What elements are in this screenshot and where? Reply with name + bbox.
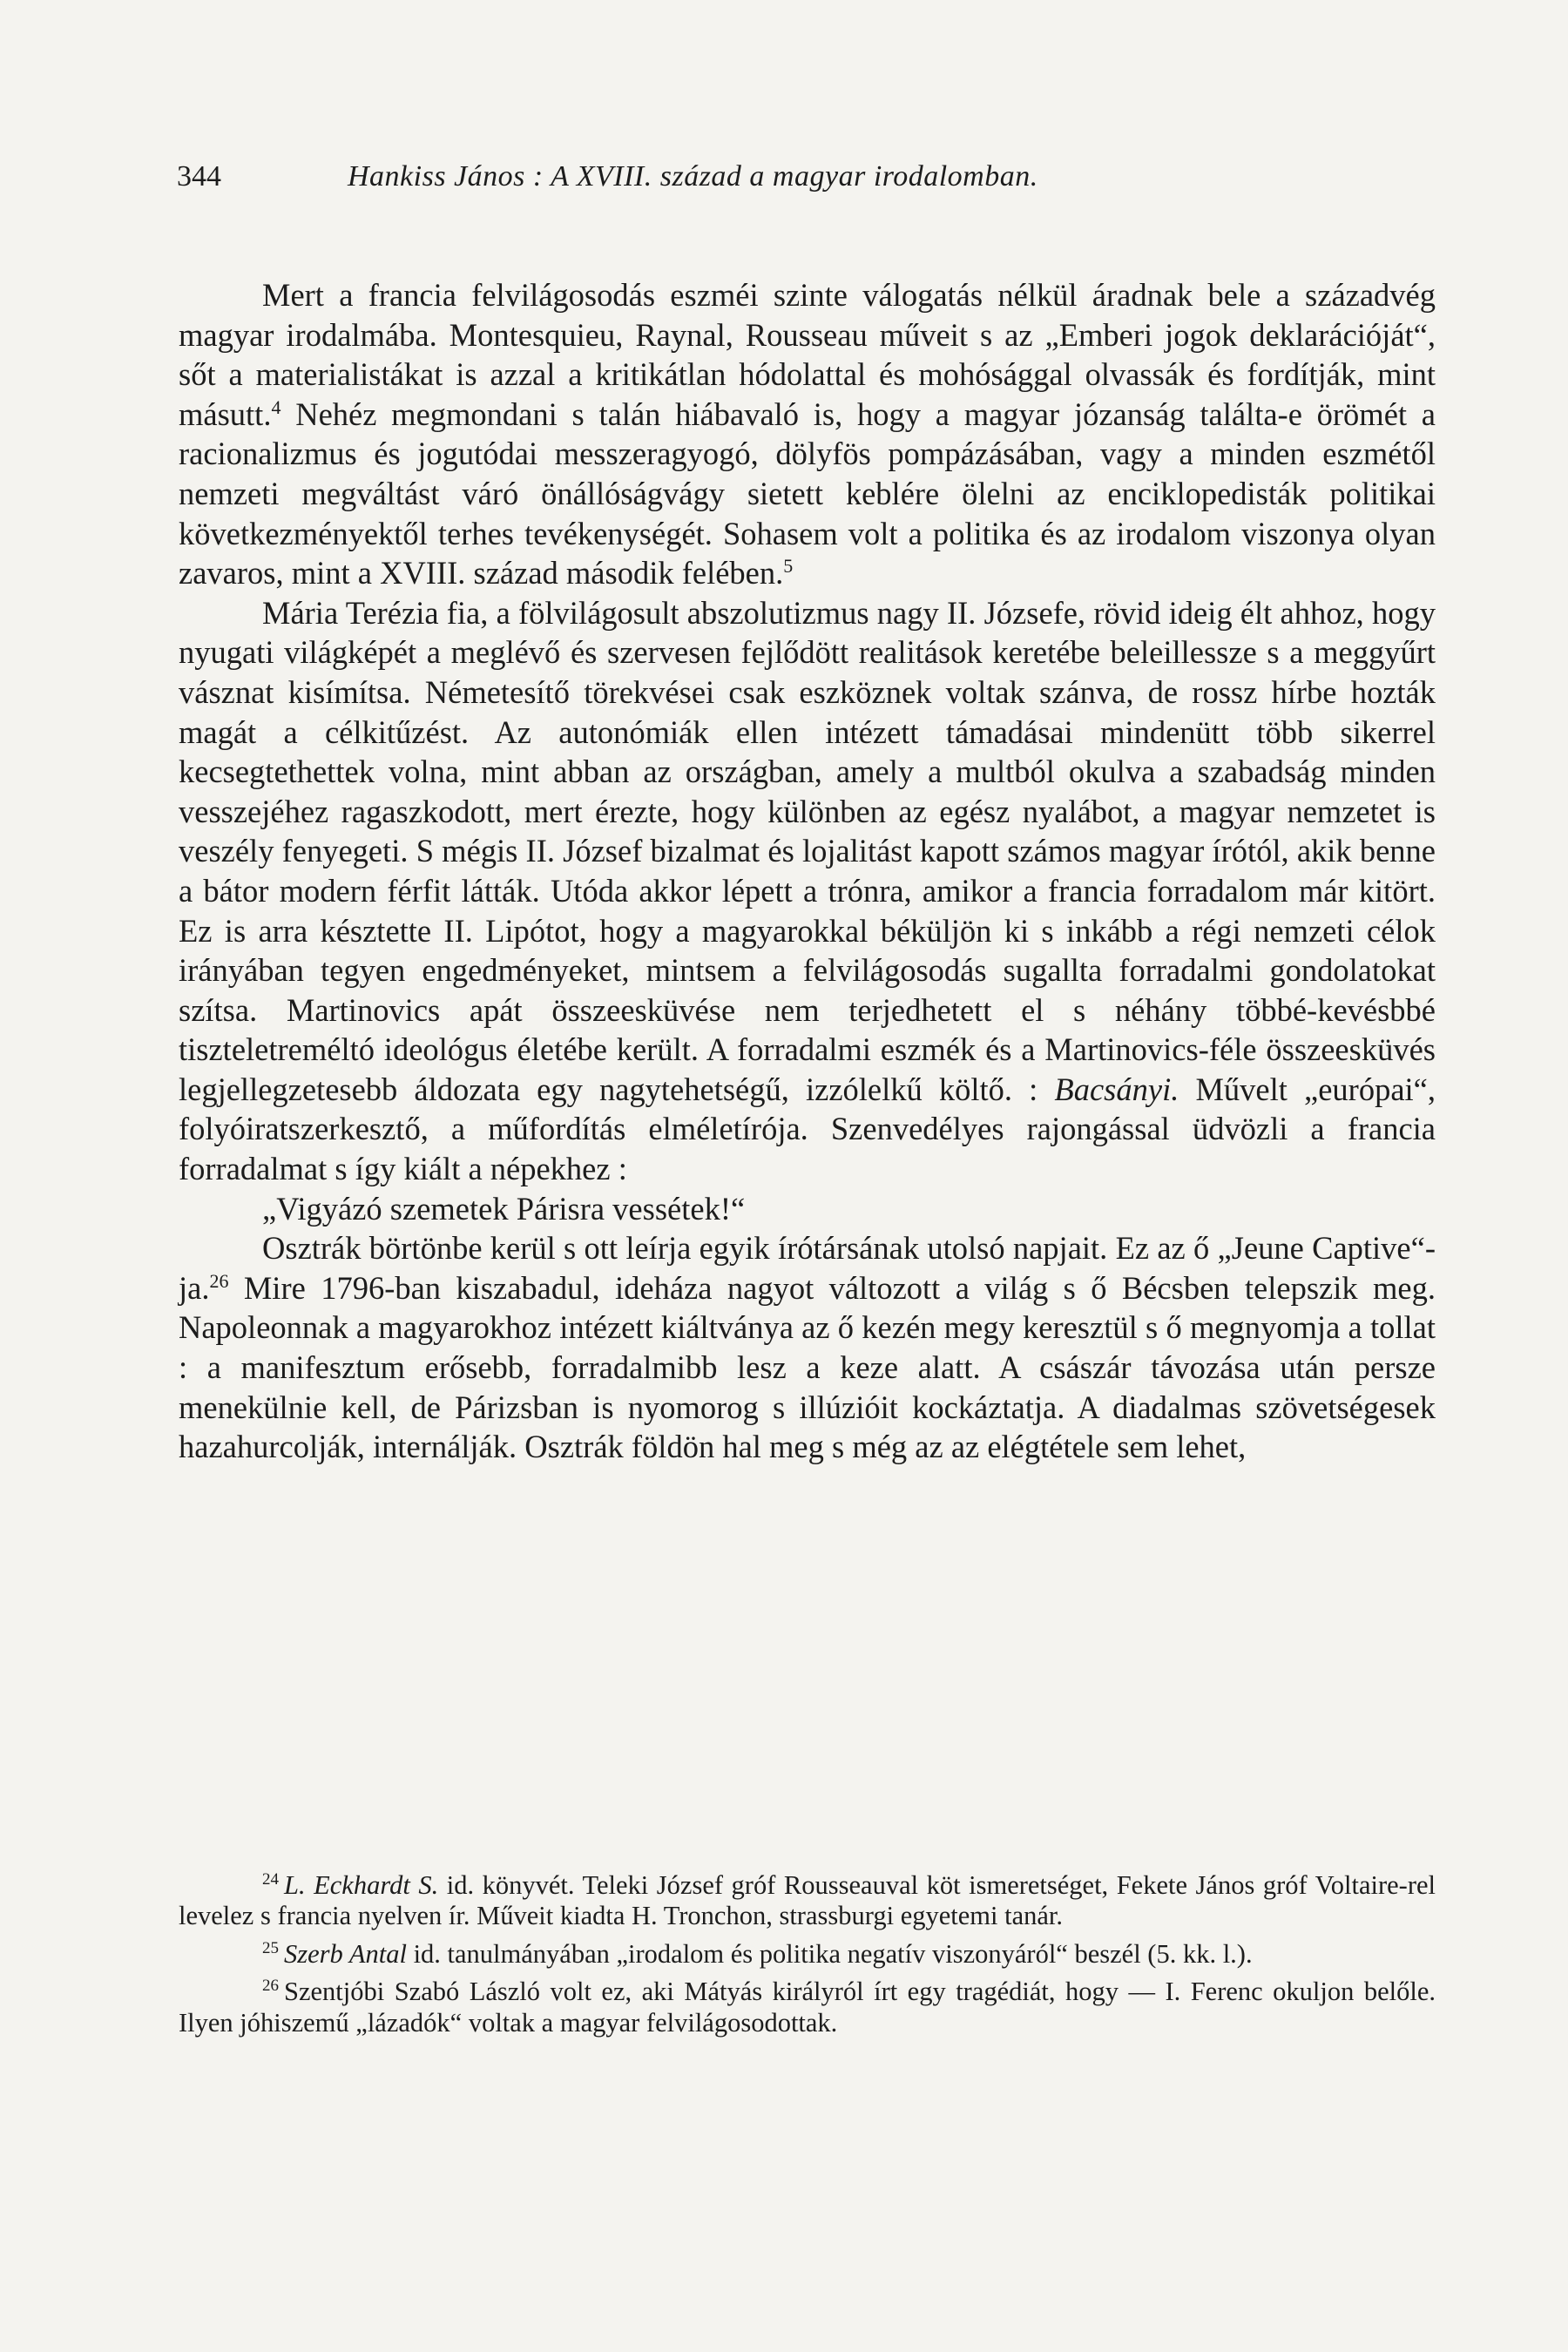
footnote-text: Szentjóbi Szabó László volt ez, aki Mátyás királyról írt egy tragédiát, hogy — I. Ferenc okuljon belőle. Ilyen jóhiszemű „lázadók“ voltak a magyar felvilágosodottak. xyxy=(179,1977,1436,2038)
paragraph-2-text-b: Művelt „európai“, folyóiratszerkesztő, a műfordítás elméletírója. Szenvedélyes rajongással üdvözli a francia forradalmat s így kiált a népekhez : xyxy=(179,1071,1436,1187)
footnote-number: 26 xyxy=(262,1977,279,1996)
paragraph-3-text-a: Osztrák börtönbe kerül s ott leírja egyik írótársának utolsó napjait. Ez az ő „Jeune Captive“-ja. xyxy=(179,1230,1436,1306)
main-text xyxy=(179,275,1436,1467)
footnote-author: L. Eckhardt S. xyxy=(284,1870,439,1900)
footnote-reference: 4 xyxy=(271,395,281,418)
footnote xyxy=(179,1977,1436,2038)
footnote-number: 24 xyxy=(262,1869,279,1889)
quote-line: „Vigyázó szemetek Párisra vessétek!“ xyxy=(262,1190,746,1227)
page-header xyxy=(177,155,1440,199)
footnotes xyxy=(179,1870,1436,2045)
paragraph-1-text-b: Nehéz megmondani s talán hiábavaló is, hogy a magyar józanság találta-e örömét a racionalizmus és jogutódai messzeragyogó, dölyfös pompázásában, vagy a minden eszmétől nemzeti megváltást váró önállóságvágy sietett keblére ölelni az enciklopedisták politikai következményektől terhes tevékenységét. Sohasem volt a politika és az irodalom viszonya olyan zavaros, mint a XVIII. század második felében. xyxy=(179,395,1436,591)
footnote xyxy=(179,1870,1436,1932)
page-number: 344 xyxy=(177,160,221,193)
footnote-reference: 26 xyxy=(209,1269,229,1292)
footnote-number: 25 xyxy=(262,1938,279,1957)
poet-name: Bacsányi. xyxy=(1054,1071,1179,1107)
footnote-reference: 5 xyxy=(783,555,794,577)
paragraph-2-text-a: Mária Terézia fia, a fölvilágosult abszolutizmus nagy II. Józsefe, rövid ideig élt ahhoz, hogy nyugati világképét a meglévő és szervesen fejlődött realitások keretébe beleillessze s a meggyűrt vásznat kisímítsa. Németesítő törekvései csak eszköznek voltak szánva, de rossz hírbe hozták magát a célkitűzést. Az autonómiák ellen intézett támadásai mindenütt több sikerrel kecsegtethettek volna, mint abban az országban, amely a multból okulva a szabadság minden vesszejéhez ragaszkodott, mert érezte, hogy különben az egész nyalábot, a magyar nemzetet is veszély fenyegeti. S mégis II. József bizalmat és lojalitást kapott számos magyar írótól, akik benne a bátor modern férfit látták. Utóda akkor lépett a trónra, amikor a francia forradalom már kitört. Ez is arra késztette II. Lipótot, hogy a magyarokkal béküljön ki s inkább a régi nemzeti célok irányában tegyen engedményeket, mintsem a felvilágosodás sugallta forradalmi gondolatokat szítsa. Martinovics apát összeesküvése nem terjedhetett el s néhány többé-kevésbbé tiszteletreméltó ideológus életébe került. A forradalmi eszmék és a Martinovics-féle összeesküvés legjellegzetesebb áldozata egy nagytehetségű, izzólelkű költő. : xyxy=(179,594,1436,1107)
paragraph-1-text-a: Mert a francia felvilágosodás eszméi szinte válogatás nélkül áradnak bele a századvég magyar irodalmába. Montesquieu, Raynal, Rousseau műveit s az „Emberi jogok deklarációját“, sőt a materialistákat is azzal a kritikátlan hódolattal és mohósággal olvassák és fordítják, mint másutt. xyxy=(179,277,1436,432)
footnote-author: Szerb Antal xyxy=(284,1938,407,1969)
footnote-text: id. könyvét. Teleki József gróf Rousseauval köt ismeretséget, Fekete János gróf Voltaire-rel levelez s francia nyelven ír. Műveit kiadta H. Tronchon, strassburgi egyetemi tanár. xyxy=(179,1870,1436,1931)
running-head: Hankiss János : A XVIII. század a magyar irodalomban. xyxy=(348,160,1038,193)
paragraph-2 xyxy=(179,593,1436,1189)
footnote-text: id. tanulmányában „irodalom és politika negatív viszonyáról“ beszél (5. kk. l.). xyxy=(406,1938,1253,1969)
footnote xyxy=(179,1939,1436,1970)
paragraph-1 xyxy=(179,275,1436,593)
paragraph-3-text-b: Mire 1796-ban kiszabadul, ideháza nagyot változott a világ s ő Bécsben telepszik meg. Napoleonnak a magyarokhoz intézett kiáltványa az ő kezén megy keresztül s ő megnyomja a tollat : a manifesztum erősebb, forradalmibb lesz a keze alatt. A császár távozása után persze menekülnie kell, de Párizsban is nyomorog s illúzióit kockáztatja. A diadalmas szövetségesek hazahurcolják, internálják. Osztrák földön hal meg s még az az elégtétele sem lehet, xyxy=(179,1269,1436,1465)
paragraph-3 xyxy=(179,1228,1436,1467)
